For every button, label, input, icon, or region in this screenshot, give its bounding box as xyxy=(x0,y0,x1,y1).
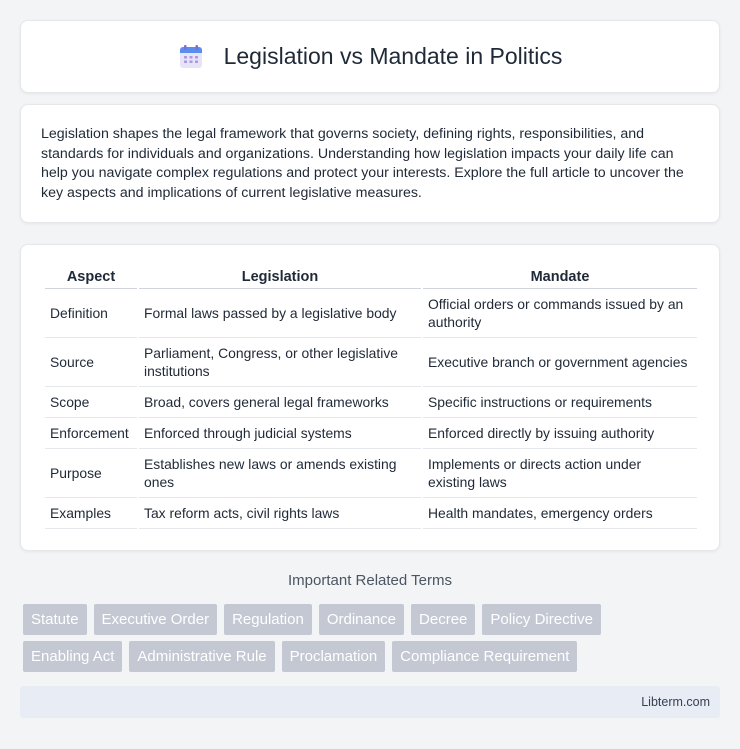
tag-enabling-act[interactable]: Enabling Act xyxy=(23,641,122,672)
table-header-row xyxy=(45,265,697,289)
related-terms-row-1 xyxy=(23,604,723,635)
intro-paragraph: Legislation shapes the legal framework that governs society, defining rights, responsibilities, and standards for individuals and organizations. Understanding how legislation impacts your daily life can help you navigate complex regulations and protect your interests. Explore the full article to uncover the key aspects and implications of current legislative measures. xyxy=(41,126,684,201)
related-terms-row-2 xyxy=(23,641,723,672)
column-header-mandate: Mandate xyxy=(423,265,697,289)
table-cell: Implements or directs action under existing laws xyxy=(423,449,697,498)
table-cell: Specific instructions or requirements xyxy=(423,387,697,418)
table-cell: Source xyxy=(45,338,137,387)
footer xyxy=(20,686,720,718)
comparison-table-card xyxy=(20,244,720,551)
tag-executive-order[interactable]: Executive Order xyxy=(94,604,218,635)
table-cell: Health mandates, emergency orders xyxy=(423,498,697,529)
table-cell: Broad, covers general legal frameworks xyxy=(139,387,421,418)
table-cell: Purpose xyxy=(45,449,137,498)
table-row xyxy=(45,289,697,338)
related-terms-title: Important Related Terms xyxy=(288,572,452,589)
table-cell: Establishes new laws or amends existing ones xyxy=(139,449,421,498)
table-row xyxy=(45,387,697,418)
tag-administrative-rule[interactable]: Administrative Rule xyxy=(129,641,274,672)
page-title: Legislation vs Mandate in Politics xyxy=(223,43,563,69)
table-row xyxy=(45,498,697,529)
table-row xyxy=(45,338,697,387)
table-cell: Enforcement xyxy=(45,418,137,449)
tag-proclamation[interactable]: Proclamation xyxy=(282,641,386,672)
table-cell: Formal laws passed by a legislative body xyxy=(139,289,421,338)
table-row xyxy=(45,418,697,449)
table-cell: Enforced through judicial systems xyxy=(139,418,421,449)
table-cell: Executive branch or government agencies xyxy=(423,338,697,387)
table-cell: Scope xyxy=(45,387,137,418)
calendar-icon xyxy=(178,44,204,70)
tag-compliance-requirement[interactable]: Compliance Requirement xyxy=(392,641,577,672)
column-header-legislation: Legislation xyxy=(139,265,421,289)
table-cell: Enforced directly by issuing authority xyxy=(423,418,697,449)
tag-decree[interactable]: Decree xyxy=(411,604,475,635)
column-header-aspect: Aspect xyxy=(45,265,137,289)
title-card xyxy=(20,20,720,93)
table-row xyxy=(45,449,697,498)
table-cell: Official orders or commands issued by an authority xyxy=(423,289,697,338)
intro-card xyxy=(20,104,720,223)
tag-ordinance[interactable]: Ordinance xyxy=(319,604,404,635)
tag-statute[interactable]: Statute xyxy=(23,604,87,635)
tag-regulation[interactable]: Regulation xyxy=(224,604,312,635)
table-cell: Parliament, Congress, or other legislative institutions xyxy=(139,338,421,387)
tag-policy-directive[interactable]: Policy Directive xyxy=(482,604,601,635)
table-cell: Tax reform acts, civil rights laws xyxy=(139,498,421,529)
table-cell: Examples xyxy=(45,498,137,529)
table-cell: Definition xyxy=(45,289,137,338)
comparison-table xyxy=(43,265,699,529)
footer-brand-link[interactable]: Libterm.com xyxy=(641,695,710,709)
